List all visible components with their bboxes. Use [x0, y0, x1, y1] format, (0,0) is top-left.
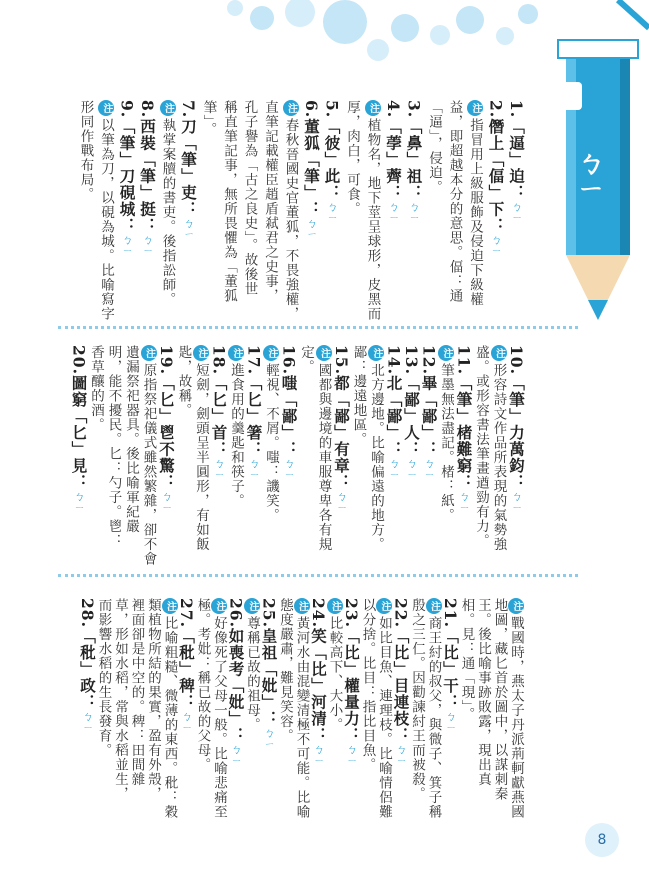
- entry-term: [384, 345, 404, 479]
- entry-text: 裡面卻是中空的。稗：田間雜: [128, 598, 145, 787]
- pronunciation: ㄅㄧ: [444, 710, 457, 733]
- entry-text: 6.董狐「筆」：: [302, 100, 321, 218]
- entry-term: [301, 100, 321, 239]
- note-marker-icon: 注: [228, 345, 244, 361]
- entry-note: [174, 345, 194, 418]
- note-marker-icon: 注: [438, 345, 454, 361]
- entry-text: 殷之三仁。因勸諫紂王而被殺。: [409, 598, 425, 801]
- note-marker-icon: 注: [368, 345, 384, 361]
- entry-text: 而影響水稻的生長發育。: [95, 598, 112, 758]
- note-marker-icon: 注: [316, 345, 332, 361]
- pronunciation: ㄅㄧ: [305, 217, 318, 239]
- entry-text: 黃河水由混變清極不可能。比喻: [293, 616, 310, 819]
- section-middle: [58, 345, 528, 565]
- entry-text: 7.刀「筆」吏：: [179, 100, 198, 218]
- note-marker-icon: 注: [193, 345, 209, 361]
- entry-text: 類植物所結的果實，盈有外殼，: [145, 598, 161, 801]
- entry-note: [436, 345, 456, 523]
- entry-text: 1.「逼」迫：: [507, 100, 526, 201]
- entry-text: 20.圖窮「匕」見：: [69, 345, 89, 491]
- entry-text: 以分捨。比目：指比目魚。: [359, 598, 376, 772]
- entry-text: 比較高下、大小。: [326, 616, 343, 732]
- entry-text: 21.「比」干：: [441, 598, 460, 711]
- entry-text: 厚，肉白，可食。: [344, 100, 360, 216]
- pronunciation: ㄅㄧ: [387, 457, 401, 480]
- pronunciation: ㄅㄧ: [510, 490, 523, 513]
- entry-text: 戰國時，燕太子丹派荊軻獻燕國: [508, 616, 524, 819]
- entry-text: 相。見：通「現」。: [458, 598, 475, 722]
- entry-term: [404, 100, 424, 223]
- entry-note: [104, 345, 124, 548]
- entry-text: 原指祭祀儀式雖然繁雜，卻不會: [140, 363, 157, 566]
- entry-text: 尊稱已故的祖母。: [244, 616, 260, 732]
- entry-note: [465, 100, 485, 307]
- pronunciation: ㄅㄧ: [81, 710, 94, 733]
- pronunciation: ㄅㄧ: [120, 233, 134, 256]
- entry-text: 25.皇祖「妣」：: [259, 598, 279, 727]
- entry-text: 好像死了父母一般。比喻悲痛至: [211, 616, 227, 819]
- entry-note: [96, 100, 116, 321]
- note-marker-icon: 注: [365, 100, 381, 116]
- entry-text: 直筆記載權臣趙盾弒君之史事，: [262, 100, 278, 303]
- entry-text: 筆」。: [200, 100, 217, 137]
- entry-note: [121, 345, 141, 534]
- note-marker-icon: 注: [508, 598, 524, 614]
- entry-text: 國都與邊境的車服尊卑各有規: [315, 363, 332, 552]
- pronunciation: ㄅㄧ: [510, 200, 523, 223]
- note-marker-icon: 注: [211, 598, 227, 614]
- entry-note: [76, 100, 96, 202]
- pronunciation: ㄅㄧ: [141, 233, 154, 256]
- entry-term: [506, 100, 526, 223]
- entry-note: [342, 100, 362, 216]
- entry-note: [314, 345, 334, 552]
- entry-text: 26.如喪考「妣」：: [226, 598, 246, 744]
- pronunciation: ㄅㄧ: [212, 457, 226, 480]
- pencil-tab-label: ㄅ: [591, 114, 612, 132]
- entry-text: 草，形如水稻，常與水稻並生，: [112, 598, 128, 801]
- entry-term: [383, 100, 403, 223]
- entry-text: 明，能不擾民。匕：勺子。鬯：: [105, 345, 122, 548]
- entry-term: [137, 100, 157, 256]
- entry-term: [244, 345, 264, 479]
- entry-text: 形容詩文作品所表現的氣勢強: [490, 363, 507, 552]
- entry-text: 3.「鼻」祖：: [404, 100, 424, 201]
- pronunciation: ㄅㄧ: [160, 490, 173, 513]
- entry-term: [486, 100, 506, 256]
- section-divider-2: [58, 574, 578, 577]
- entry-text: 地圖，藏匕首於圖中，以謀刺秦: [491, 598, 508, 801]
- entry-text: 態度嚴肅，難見笑容。: [277, 598, 293, 743]
- entry-text: 匙，故稱。: [175, 345, 192, 418]
- entry-note: [199, 100, 219, 137]
- pronunciation: ㄅㄧ: [422, 457, 436, 480]
- entry-text: 10.「筆」力萬鈞：: [507, 345, 526, 491]
- entry-term: [506, 345, 526, 512]
- entry-text: 短劍，劍頭呈半圓形，有如飯: [193, 363, 209, 552]
- note-marker-icon: 注: [98, 100, 114, 116]
- entry-text: 23.「比」權量力：: [342, 598, 361, 744]
- pronunciation: ㄅㄧ: [72, 490, 86, 513]
- entry-text: 13.「鄙」人：: [402, 345, 421, 458]
- entry-text: 形同作戰布局。: [77, 100, 94, 202]
- entry-text: 22.「比」目連枝：: [391, 598, 411, 744]
- pronunciation: ㄅㄧ: [229, 743, 243, 766]
- pronunciation: ㄅㄧ: [180, 710, 193, 733]
- pronunciation: ㄅㄧ: [387, 200, 400, 223]
- entry-text: 香草釀的酒。: [88, 345, 104, 432]
- pronunciation: ㄅㄧ: [262, 726, 276, 749]
- pronunciation: ㄅㄧ: [394, 743, 408, 766]
- entry-note: [219, 100, 239, 303]
- entry-text: 孔子譽為「古之良史」。故後世: [241, 100, 258, 297]
- pronunciation: ㄅㄧ: [325, 200, 339, 223]
- note-marker-icon: 注: [263, 345, 279, 361]
- entry-text: 16.嗤「鄙」：: [279, 345, 299, 458]
- entry-text: 商王紂的叔父，與微子、箕子稱: [425, 616, 442, 819]
- entry-note: [349, 345, 369, 447]
- note-marker-icon: 注: [467, 100, 483, 116]
- entry-text: 植物名，地下莖呈球形，皮黑而: [364, 118, 381, 321]
- entry-text: 19.「匕」鬯不驚：: [157, 345, 176, 491]
- entry-term: [322, 100, 342, 223]
- entry-text: 「逼」，侵迫。: [426, 100, 442, 195]
- entry-text: 春秋晉國史官董狐，不畏強權，: [282, 118, 299, 321]
- entry-note: [424, 100, 444, 195]
- pronunciation: ㄅㄧ: [312, 743, 325, 766]
- note-marker-icon: 注: [162, 598, 178, 614]
- entry-note: [445, 100, 465, 303]
- pronunciation: ㄅㄧ: [335, 490, 348, 513]
- entry-text: 比喻粗糙、微薄的東西。秕：穀: [161, 616, 178, 819]
- entry-text: 指冒用上級服飾及侵迫下級權: [467, 118, 483, 307]
- entry-text: 以筆為刀，以硯為城。比喻寫字: [98, 118, 114, 321]
- entry-text: 2.僭上「偪」下：: [486, 100, 506, 234]
- entry-note: [158, 100, 178, 307]
- entry-text: 輕視、不屑。嗤：譏笑。: [263, 363, 279, 523]
- entry-text: 遺漏祭祀器具。後比喻軍紀嚴: [123, 345, 139, 534]
- entry-note: [260, 100, 280, 303]
- entry-text: 極。考妣：稱已故的父母。: [194, 598, 211, 772]
- pronunciation: ㄅㄧ: [457, 490, 471, 513]
- entry-text: 28.「秕」政：: [78, 598, 97, 711]
- entry-text: 18.「匕」首：: [209, 345, 229, 458]
- entry-text: 王。後比喻事跡敗露，現出真: [475, 598, 491, 787]
- entry-note: [240, 100, 260, 296]
- entry-text: 筆墨無法盡記。楮：紙。: [438, 363, 454, 523]
- entry-term: [454, 345, 474, 512]
- entry-note: [471, 345, 491, 548]
- note-marker-icon: 注: [327, 598, 343, 614]
- note-marker-icon: 注: [426, 598, 442, 614]
- entry-text: 4.「荸」薺：: [384, 100, 403, 201]
- entry-note: [191, 345, 211, 552]
- entry-term: [209, 345, 229, 479]
- section-divider-1: [58, 326, 578, 329]
- entry-text: 定。: [298, 345, 314, 374]
- entry-note: [489, 345, 509, 552]
- entry-term: [401, 345, 421, 479]
- note-marker-icon: 注: [376, 598, 392, 614]
- entry-text: 27.「秕」稗：: [177, 598, 196, 711]
- entry-term: [279, 345, 299, 479]
- entry-text: 鄙：邊遠地區。: [350, 345, 367, 447]
- entry-text: 11.「筆」楮難窮：: [454, 345, 474, 491]
- entry-note: [226, 345, 246, 508]
- entry-text: 17.「匕」箸：: [244, 345, 264, 458]
- pronunciation: ㄅㄧ: [407, 200, 421, 223]
- pronunciation: ㄅㄧ: [247, 457, 261, 480]
- entry-term: [419, 345, 439, 479]
- pronunciation: ㄅㄧ: [489, 233, 503, 256]
- section-bottom: [58, 598, 528, 848]
- pencil-decoration: [548, 0, 649, 880]
- entry-term: [178, 100, 198, 239]
- pencil-main-label: ㄅㄧ: [573, 148, 606, 199]
- pronunciation: ㄅㄧ: [282, 457, 296, 480]
- entry-text: 8.西裝「筆」挺：: [138, 100, 157, 234]
- entry-text: 稱直筆記事，無所畏懼為「董狐: [221, 100, 237, 303]
- entry-text: 12.畢「鄙」：: [419, 345, 439, 458]
- entry-text: 盛。或形容書法筆畫遒勁有力。: [473, 345, 489, 548]
- entry-text: 5.「彼」此：: [322, 100, 342, 201]
- note-marker-icon: 注: [491, 345, 507, 361]
- entry-note: [139, 345, 159, 566]
- entry-term: [69, 345, 89, 512]
- entry-note: [261, 345, 281, 523]
- entry-text: 14.北「鄙」：: [384, 345, 404, 458]
- entry-text: 進食用的羹匙和筷子。: [228, 363, 244, 508]
- entry-text: 益，即超越本分的意思。偪：通: [446, 100, 463, 303]
- note-marker-icon: 注: [141, 345, 157, 361]
- entry-note: [86, 345, 106, 432]
- page-number: 8: [585, 823, 619, 857]
- entry-text: 執掌案牘的書吏。後指訟師。: [159, 118, 176, 307]
- note-marker-icon: 注: [283, 100, 299, 116]
- entry-note: [363, 100, 383, 321]
- entry-term: [117, 100, 137, 256]
- pronunciation: ㄅㄧ: [405, 457, 418, 480]
- entry-term: [331, 345, 351, 512]
- entry-note: [296, 345, 316, 374]
- entry-text: 24.笑「比」河清：: [309, 598, 328, 744]
- entry-text: 如比目魚、連理枝。比喻情侶難: [376, 616, 392, 819]
- note-marker-icon: 注: [244, 598, 260, 614]
- entry-text: 9.「筆」刀硯城：: [117, 100, 137, 234]
- entry-note: [281, 100, 301, 321]
- entry-note: [366, 345, 386, 552]
- pronunciation: ㄅㄧ: [345, 743, 358, 766]
- note-marker-icon: 注: [294, 598, 310, 614]
- entry-term: [156, 345, 176, 512]
- pronunciation: ㄅㄧ: [182, 217, 195, 239]
- entry-term: [77, 598, 97, 732]
- note-marker-icon: 注: [160, 100, 176, 116]
- section-top: [58, 100, 528, 320]
- entry-text: 北方邊地。比喻偏遠的地方。: [368, 363, 384, 552]
- entry-text: 15.都「鄙」有章：: [332, 345, 351, 491]
